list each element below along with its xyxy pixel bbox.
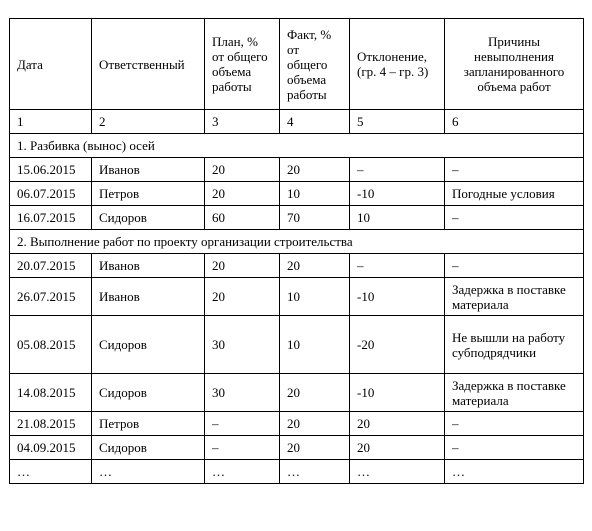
cell-date: 15.06.2015 <box>10 158 92 182</box>
column-number: 5 <box>350 110 445 134</box>
cell-fact: 10 <box>280 182 350 206</box>
cell-fact: 20 <box>280 254 350 278</box>
cell-responsible: Петров <box>92 412 205 436</box>
cell-fact: … <box>280 460 350 484</box>
cell-plan: 30 <box>205 374 280 412</box>
cell-reason: Задержка в поставке материала <box>445 374 584 412</box>
header-responsible: Ответственный <box>92 19 205 110</box>
cell-plan: – <box>205 412 280 436</box>
cell-reason: – <box>445 158 584 182</box>
cell-responsible: Сидоров <box>92 206 205 230</box>
section-title-row <box>10 134 584 158</box>
cell-plan: 60 <box>205 206 280 230</box>
header-fact: Факт, % от общего объема работы <box>280 19 350 110</box>
table-row <box>10 374 584 412</box>
section-title-row <box>10 230 584 254</box>
cell-deviation: -10 <box>350 182 445 206</box>
cell-responsible: Иванов <box>92 278 205 316</box>
cell-fact: 20 <box>280 436 350 460</box>
table-row <box>10 412 584 436</box>
cell-plan: 20 <box>205 182 280 206</box>
cell-deviation: … <box>350 460 445 484</box>
cell-reason: – <box>445 412 584 436</box>
cell-responsible: Иванов <box>92 158 205 182</box>
document-page <box>9 18 584 484</box>
section-title: 1. Разбивка (вынос) осей <box>10 134 584 158</box>
cell-deviation: -10 <box>350 278 445 316</box>
cell-plan: 20 <box>205 158 280 182</box>
work-progress-table <box>9 18 584 484</box>
section-title: 2. Выполнение работ по проекту организации строительства <box>10 230 584 254</box>
cell-responsible: Иванов <box>92 254 205 278</box>
cell-deviation: 10 <box>350 206 445 230</box>
cell-reason: – <box>445 254 584 278</box>
cell-date: 06.07.2015 <box>10 182 92 206</box>
cell-deviation: 20 <box>350 412 445 436</box>
cell-fact: 20 <box>280 374 350 412</box>
cell-deviation: 20 <box>350 436 445 460</box>
table-row <box>10 436 584 460</box>
table-row <box>10 206 584 230</box>
header-plan: План, % от общего объема работы <box>205 19 280 110</box>
cell-reason: … <box>445 460 584 484</box>
cell-date: 05.08.2015 <box>10 316 92 374</box>
cell-fact: 70 <box>280 206 350 230</box>
table-row <box>10 460 584 484</box>
header-deviation: Отклонение, (гр. 4 – гр. 3) <box>350 19 445 110</box>
cell-plan: … <box>205 460 280 484</box>
cell-reason: – <box>445 436 584 460</box>
cell-fact: 10 <box>280 278 350 316</box>
cell-plan: 30 <box>205 316 280 374</box>
cell-responsible: … <box>92 460 205 484</box>
cell-reason: Погодные условия <box>445 182 584 206</box>
column-number: 2 <box>92 110 205 134</box>
cell-reason: – <box>445 206 584 230</box>
cell-reason: Не вышли на работу субподрядчики <box>445 316 584 374</box>
cell-date: 16.07.2015 <box>10 206 92 230</box>
cell-deviation: -20 <box>350 316 445 374</box>
cell-plan: 20 <box>205 254 280 278</box>
column-number: 1 <box>10 110 92 134</box>
cell-date: … <box>10 460 92 484</box>
cell-responsible: Сидоров <box>92 316 205 374</box>
table-row <box>10 254 584 278</box>
cell-deviation: – <box>350 254 445 278</box>
table-row <box>10 316 584 374</box>
cell-responsible: Сидоров <box>92 374 205 412</box>
cell-date: 04.09.2015 <box>10 436 92 460</box>
cell-deviation: -10 <box>350 374 445 412</box>
column-number-row <box>10 110 584 134</box>
cell-reason: Задержка в поставке материала <box>445 278 584 316</box>
cell-date: 21.08.2015 <box>10 412 92 436</box>
header-reasons: Причины невыполнения запланированного объема работ <box>445 19 584 110</box>
table-header-row <box>10 19 584 110</box>
table-row <box>10 278 584 316</box>
column-number: 3 <box>205 110 280 134</box>
column-number: 6 <box>445 110 584 134</box>
column-number: 4 <box>280 110 350 134</box>
table-row <box>10 158 584 182</box>
cell-responsible: Сидоров <box>92 436 205 460</box>
cell-date: 26.07.2015 <box>10 278 92 316</box>
cell-deviation: – <box>350 158 445 182</box>
cell-plan: 20 <box>205 278 280 316</box>
cell-fact: 20 <box>280 158 350 182</box>
table-row <box>10 182 584 206</box>
cell-fact: 10 <box>280 316 350 374</box>
cell-fact: 20 <box>280 412 350 436</box>
cell-responsible: Петров <box>92 182 205 206</box>
cell-plan: – <box>205 436 280 460</box>
header-date: Дата <box>10 19 92 110</box>
cell-date: 14.08.2015 <box>10 374 92 412</box>
cell-date: 20.07.2015 <box>10 254 92 278</box>
